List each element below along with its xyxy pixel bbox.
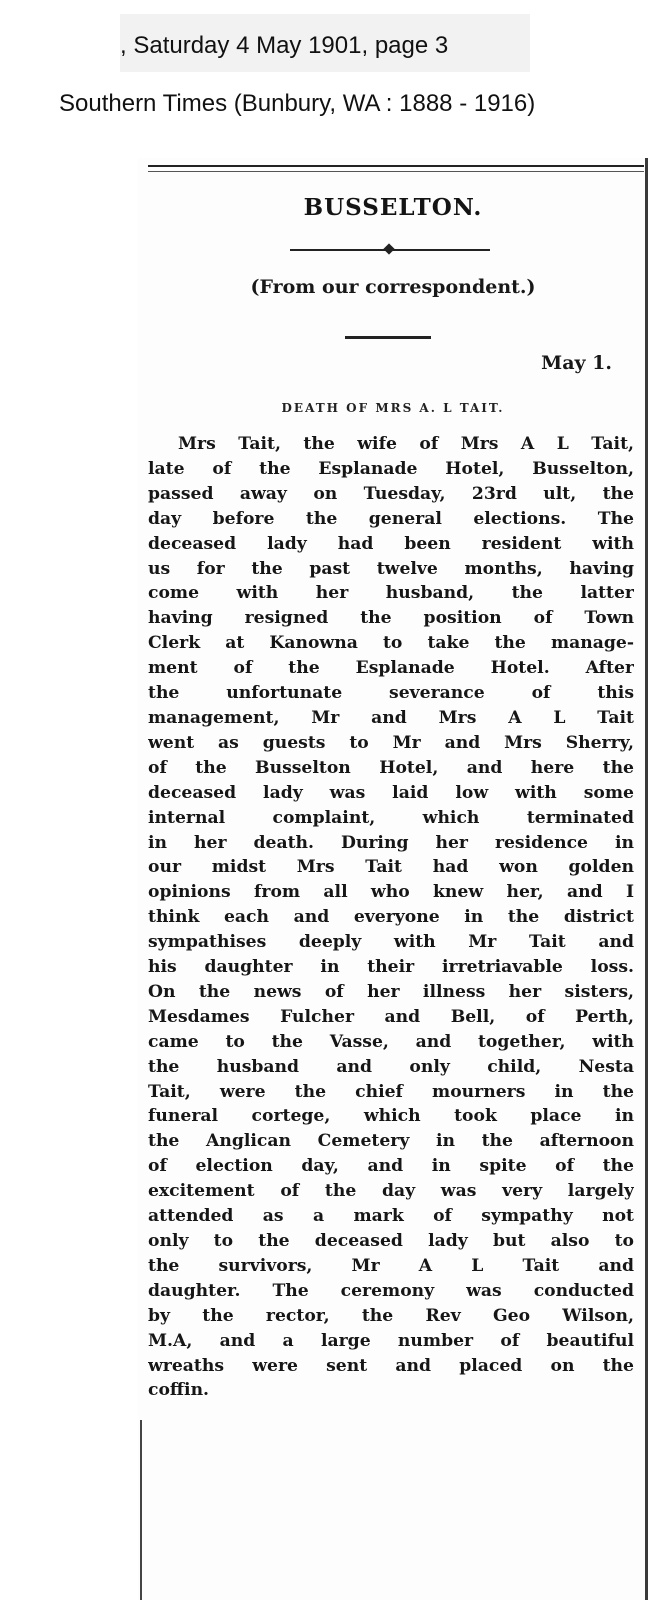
article-body xyxy=(148,432,634,1403)
article-line: internal complaint, which terminated xyxy=(148,807,634,828)
article-line: our midst Mrs Tait had won golden xyxy=(148,857,634,878)
article-dateline: May 1. xyxy=(541,352,612,374)
article-line: funeral cortege, which took place in xyxy=(148,1106,634,1127)
article-line: the survivors, Mr A L Tait and xyxy=(148,1255,634,1276)
article-line: Clerk at Kanowna to take the manage- xyxy=(148,633,634,654)
article-line: attended as a mark of sympathy not xyxy=(148,1206,634,1227)
article-line: Mrs Tait, the wife of Mrs A L Tait, xyxy=(178,434,634,454)
citation-source-line: Southern Times (Bunbury, WA : 1888 - 1916) xyxy=(59,82,659,126)
top-rule-thin xyxy=(148,171,644,172)
clipping-left-edge xyxy=(140,1420,142,1600)
article-line: us for the past twelve months, having xyxy=(148,558,634,579)
article-line: coffin. xyxy=(148,1380,210,1401)
top-rule xyxy=(148,165,644,167)
article-line: wreaths were sent and placed on the xyxy=(148,1355,634,1376)
article-line: his daughter in their irretriavable loss. xyxy=(148,957,634,978)
article-line: Mesdames Fulcher and Bell, of Perth, xyxy=(148,1006,634,1027)
article-line: day before the general elections. The xyxy=(148,508,634,529)
article-line: late of the Esplanade Hotel, Busselton, xyxy=(148,458,634,479)
article-line: daughter. The ceremony was conducted xyxy=(148,1280,634,1301)
article-line: having resigned the position of Town xyxy=(148,608,634,629)
article-subhead: DEATH OF MRS A. L TAIT. xyxy=(281,401,505,415)
article-line: by the rector, the Rev Geo Wilson, xyxy=(148,1305,634,1326)
article-line: the unfortunate severance of this xyxy=(148,683,634,704)
article-line: opinions from all who knew her, and I xyxy=(148,882,634,903)
article-line: Tait, were the chief mourners in the xyxy=(148,1081,634,1102)
article-line: of election day, and in spite of the xyxy=(148,1156,634,1177)
article-line: M.A, and a large number of beautiful xyxy=(148,1330,634,1351)
citation-date-line: , Saturday 4 May 1901, page 3 xyxy=(120,14,530,72)
article-line: sympathises deeply with Mr Tait and xyxy=(148,932,634,953)
article-line: ment of the Esplanade Hotel. After xyxy=(148,658,634,679)
article-line: On the news of her illness her sisters, xyxy=(148,981,634,1002)
article-line: only to the deceased lady but also to xyxy=(148,1231,634,1251)
article-line: deceased lady was laid low with some xyxy=(148,782,634,803)
article-byline: (From our correspondent.) xyxy=(250,276,536,298)
article-line: in her death. During her residence in xyxy=(148,832,634,853)
article-line: management, Mr and Mrs A L Tait xyxy=(148,707,634,728)
article-line: the Anglican Cemetery in the afternoon xyxy=(148,1131,634,1152)
article-line: come with her husband, the latter xyxy=(148,583,634,604)
article-line: passed away on Tuesday, 23rd ult, the xyxy=(148,483,634,504)
article-line: of the Busselton Hotel, and here the xyxy=(148,757,634,778)
article-line: deceased lady had been resident with xyxy=(148,533,634,554)
article-headline: BUSSELTON. xyxy=(303,194,483,221)
article-line: came to the Vasse, and together, with xyxy=(148,1031,634,1052)
short-rule xyxy=(345,336,431,339)
article-line: went as guests to Mr and Mrs Sherry, xyxy=(148,732,634,753)
article-line: excitement of the day was very largely xyxy=(148,1181,634,1202)
article-line: think each and everyone in the district xyxy=(148,907,634,928)
article-line: the husband and only child, Nesta xyxy=(148,1056,634,1077)
